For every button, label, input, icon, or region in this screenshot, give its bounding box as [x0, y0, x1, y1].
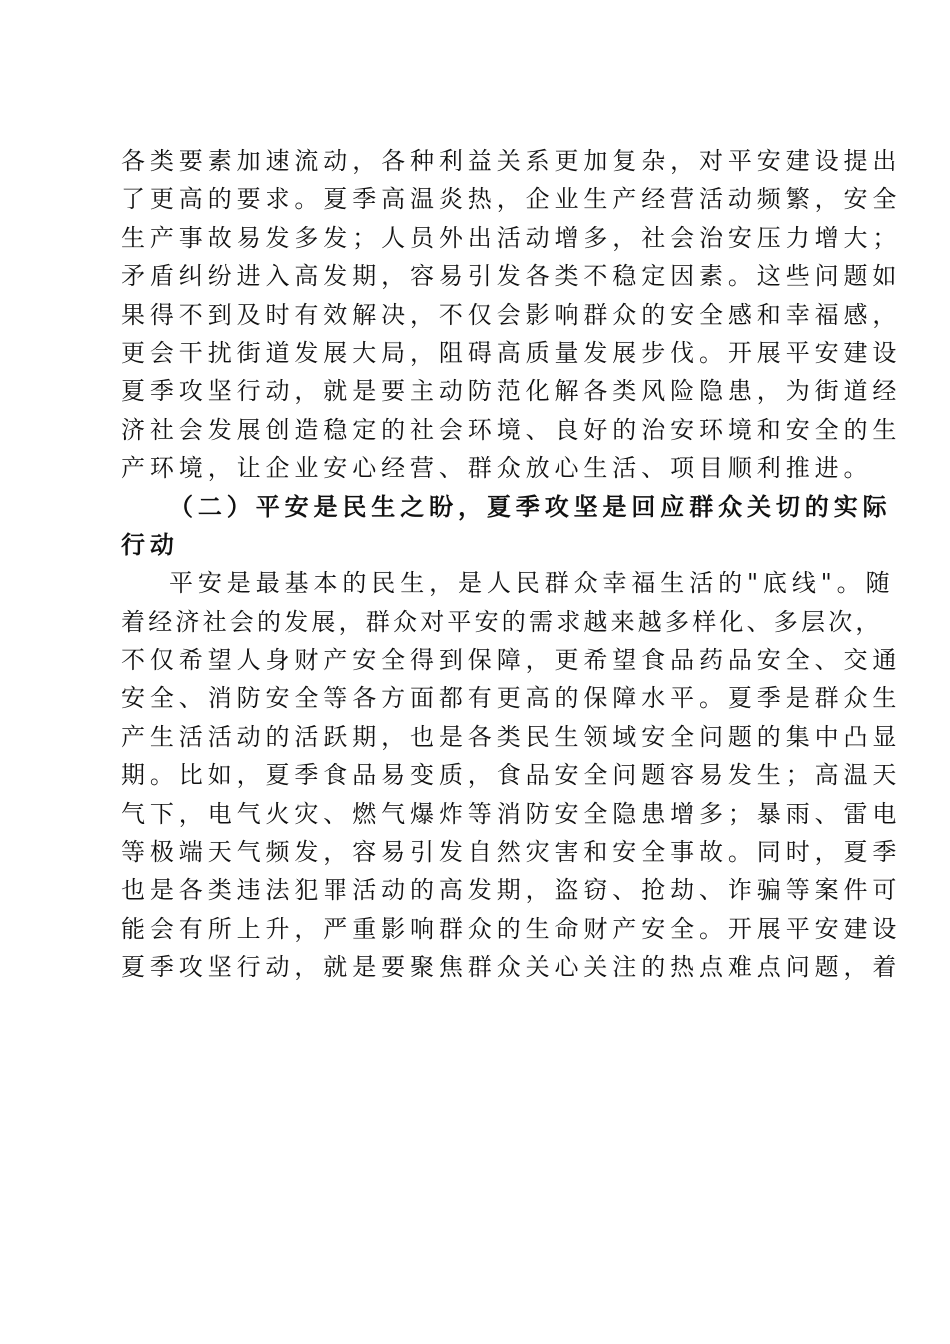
text-line: 矛盾纠纷进入高发期，容易引发各类不稳定因素。这些问题如	[121, 262, 902, 291]
text-line: 着经济社会的发展，群众对平安的需求越来越多样化、多层次，	[121, 607, 883, 636]
text-line: 夏季攻坚行动，就是要主动防范化解各类风险隐患，为街道经	[121, 377, 902, 406]
text-line: 产生活活动的活跃期，也是各类民生领域安全问题的集中凸显	[121, 722, 902, 751]
text-line: 各类要素加速流动，各种利益关系更加复杂，对平安建设提出	[121, 147, 902, 175]
text-line: 安全、消防安全等各方面都有更高的保障水平。夏季是群众生	[121, 684, 902, 713]
paragraph-1	[121, 142, 902, 488]
text-line: 不仅希望人身财产安全得到保障，更希望食品药品安全、交通	[121, 646, 902, 675]
text-line: 生产事故易发多发；人员外出活动增多，社会治安压力增大；	[121, 223, 902, 252]
text-line: 更会干扰街道发展大局，阻碍高质量发展步伐。开展平安建设	[121, 338, 902, 367]
text-line: 也是各类违法犯罪活动的高发期，盗窃、抢劫、诈骗等案件可	[121, 876, 902, 905]
heading-line: 行动	[121, 529, 179, 559]
text-line: 气下，电气火灾、燃气爆炸等消防安全隐患增多；暴雨、雷电	[121, 799, 902, 828]
text-line: 产环境，让企业安心经营、群众放心生活、项目顺利推进。	[121, 454, 873, 483]
text-line: 济社会发展创造稳定的社会环境、良好的治安环境和安全的生	[121, 415, 902, 444]
text-line: 了更高的要求。夏季高温炎热，企业生产经营活动频繁，安全	[121, 185, 902, 214]
text-line: 能会有所上升，严重影响群众的生命财产安全。开展平安建设	[121, 914, 902, 943]
text-line: 平安是最基本的民生，是人民群众幸福生活的"底线"。随	[169, 569, 895, 598]
text-line: 果得不到及时有效解决，不仅会影响群众的安全感和幸福感，	[121, 300, 902, 329]
heading-line: （二）平安是民生之盼，夏季攻坚是回应群众关切的实际	[169, 491, 892, 521]
text-line: 等极端天气频发，容易引发自然灾害和安全事故。同时，夏季	[121, 838, 902, 867]
paragraph-2	[121, 564, 902, 986]
text-line: 期。比如，夏季食品易变质，食品安全问题容易发生；高温天	[121, 761, 902, 790]
text-line: 夏季攻坚行动，就是要聚焦群众关心关注的热点难点问题，着	[121, 953, 902, 982]
document-body	[121, 142, 902, 987]
section-heading	[121, 488, 892, 565]
